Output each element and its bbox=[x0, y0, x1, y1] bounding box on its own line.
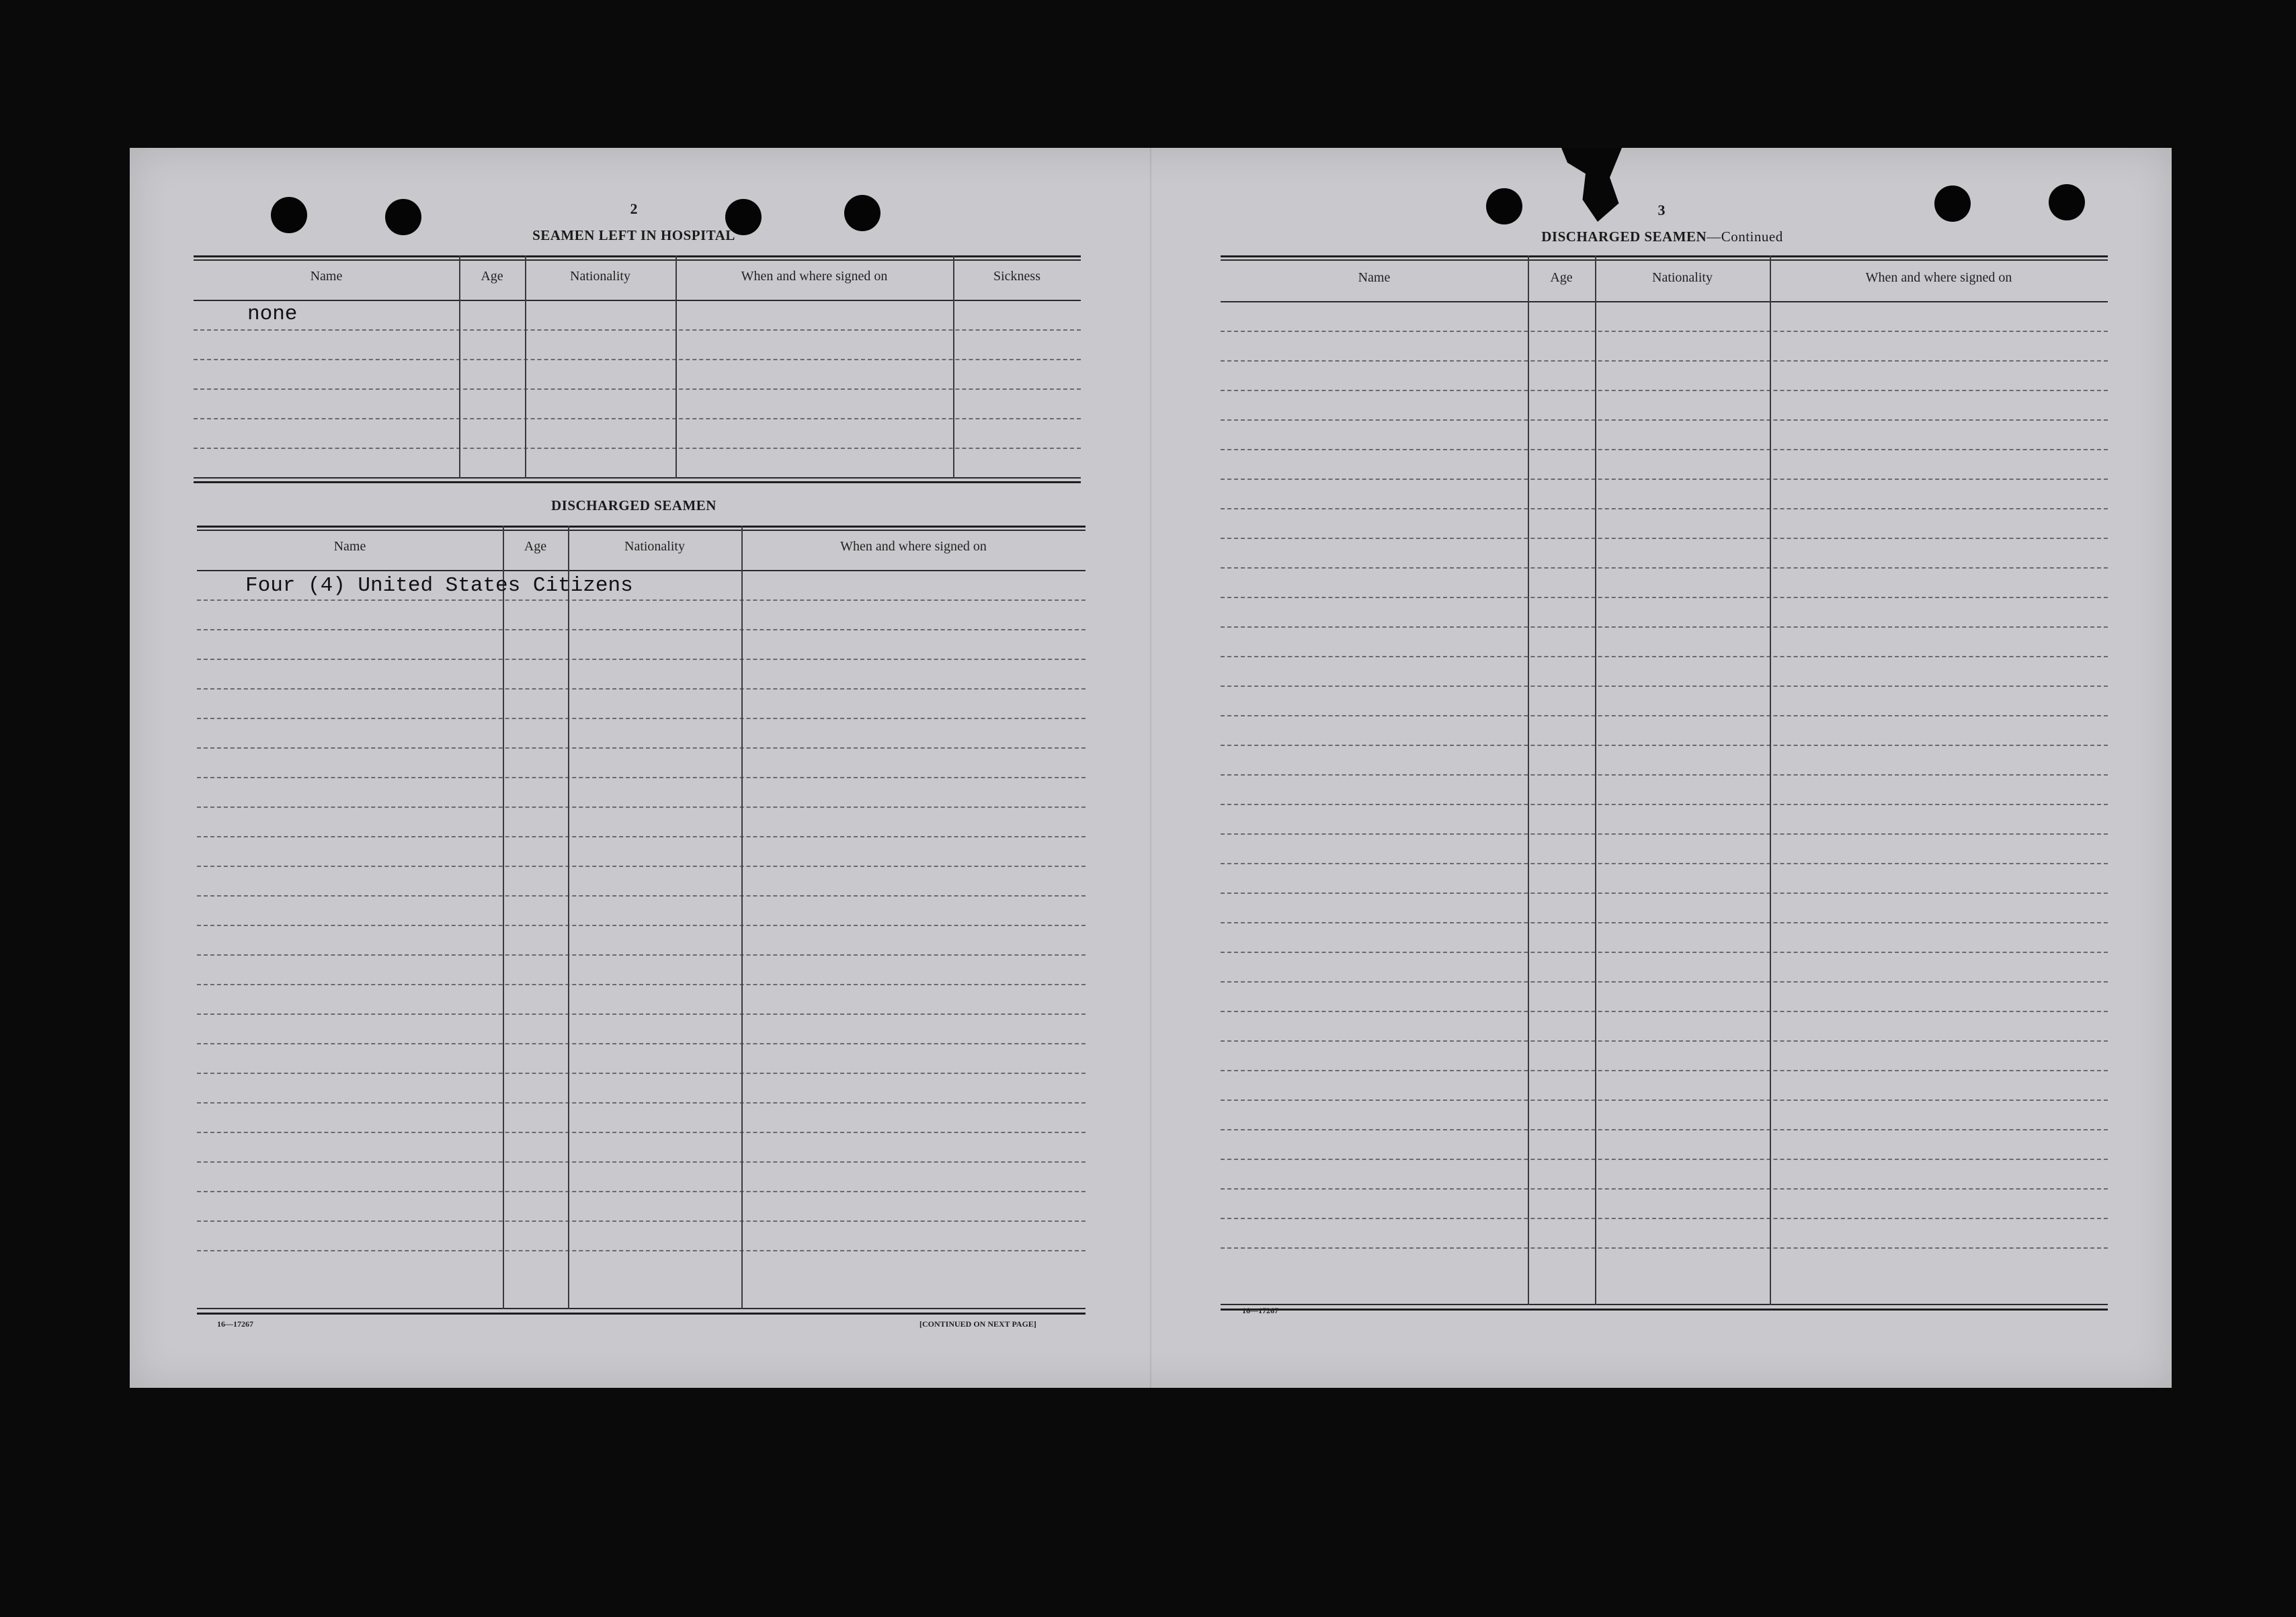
page-number-left: 2 bbox=[630, 200, 638, 217]
column-header-when-where: When and where signed on bbox=[840, 539, 987, 554]
column-header-nationality: Nationality bbox=[1652, 270, 1713, 285]
punch-hole bbox=[1934, 185, 1971, 222]
column-header-age: Age bbox=[524, 539, 547, 554]
continued-note: [CONTINUED ON NEXT PAGE] bbox=[919, 1319, 1036, 1329]
discharged-section-title: DISCHARGED SEAMEN bbox=[551, 497, 716, 513]
page-number-right: 3 bbox=[1657, 202, 1666, 218]
discharged-continued-title-suffix: —Continued bbox=[1707, 229, 1783, 245]
punch-hole bbox=[2049, 184, 2085, 220]
punch-hole bbox=[1486, 188, 1522, 224]
torn-edge bbox=[1561, 148, 1622, 222]
punch-hole bbox=[385, 199, 421, 235]
punch-hole bbox=[271, 197, 307, 233]
form-number-right: 16—17267 bbox=[1242, 1306, 1278, 1315]
discharged-table-right bbox=[1221, 255, 2108, 1317]
discharged-entry: Four (4) United States Citizens bbox=[245, 574, 633, 597]
column-header-when-where: When and where signed on bbox=[741, 269, 888, 284]
column-header-sickness: Sickness bbox=[993, 269, 1040, 284]
center-fold bbox=[1150, 148, 1151, 1388]
discharged-continued-title-main: DISCHARGED SEAMEN bbox=[1541, 229, 1707, 245]
hospital-section-title: SEAMEN LEFT IN HOSPITAL bbox=[532, 227, 735, 243]
punch-hole bbox=[844, 195, 880, 231]
discharged-continued-title bbox=[1447, 229, 1877, 245]
column-header-name: Name bbox=[1358, 270, 1391, 285]
column-header-nationality: Nationality bbox=[570, 269, 630, 284]
column-header-name: Name bbox=[333, 539, 366, 554]
discharged-table-left bbox=[197, 526, 1085, 1319]
column-header-age: Age bbox=[1550, 270, 1573, 285]
column-header-age: Age bbox=[481, 269, 503, 284]
column-header-nationality: Nationality bbox=[624, 539, 685, 554]
document-sheet bbox=[130, 148, 2172, 1388]
hospital-entry: none bbox=[247, 302, 298, 326]
column-header-name: Name bbox=[310, 269, 343, 284]
column-header-when-where: When and where signed on bbox=[1865, 270, 2012, 285]
form-number-left: 16—17267 bbox=[217, 1319, 253, 1329]
